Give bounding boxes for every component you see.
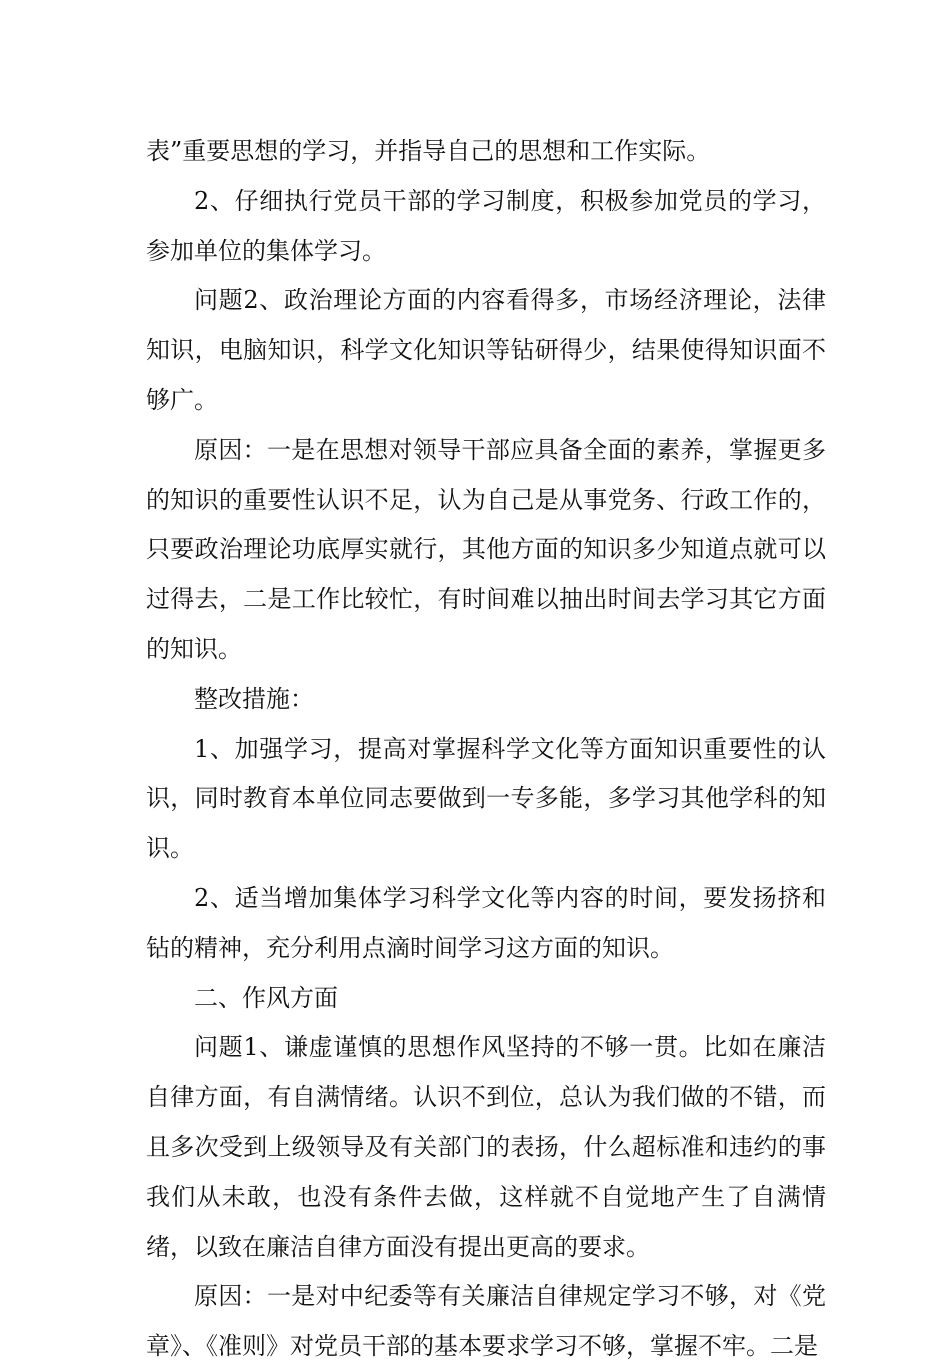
- section-heading: 整改措施：: [194, 684, 314, 713]
- paragraph: 原因：一是在思想对领导干部应具备全面的素养，掌握更多的知识的重要性认识不足，认为自己是从事党务、行政工作的，只要政治理论功底厚实就行，其他方面的知识多少知道点就可以过得去，二是工作比较忙，有时间难以抽出时间去学习其它方面的知识。: [146, 435, 826, 663]
- paragraph: 问题1、谦虚谨慎的思想作风坚持的不够一贯。比如在廉洁自律方面，有自满情绪。认识不到位，总认为我们做的不错，而且多次受到上级领导及有关部门的表扬，什么超标准和违约的事我们从未敢，也没有条件去做，这样就不自觉地产生了自满情绪，以致在廉洁自律方面没有提出更高的要求。: [146, 1033, 826, 1261]
- paragraph: 原因：一是对中纪委等有关廉洁自律规定学习不够，对《党章》、《准则》对党员干部的基本要求学习不够，掌握不牢。二是: [146, 1282, 826, 1361]
- paragraph: 表”重要思想的学习，并指导自己的思想和工作实际。: [146, 137, 711, 165]
- paragraph: 2、适当增加集体学习科学文化等内容的时间，要发扬挤和钻的精神，充分利用点滴时间学习这方面的知识。: [146, 883, 826, 962]
- section-heading: 二、作风方面: [194, 983, 338, 1012]
- paragraph: 问题2、政治理论方面的内容看得多，市场经济理论，法律知识，电脑知识，科学文化知识等钻研得少，结果使得知识面不够广。: [146, 286, 826, 414]
- paragraph: 2、仔细执行党员干部的学习制度，积极参加党员的学习，参加单位的集体学习。: [146, 186, 826, 265]
- document-body: [146, 127, 826, 1372]
- paragraph: 1、加强学习，提高对掌握科学文化等方面知识重要性的认识，同时教育本单位同志要做到一专多能，多学习其他学科的知识。: [146, 734, 826, 863]
